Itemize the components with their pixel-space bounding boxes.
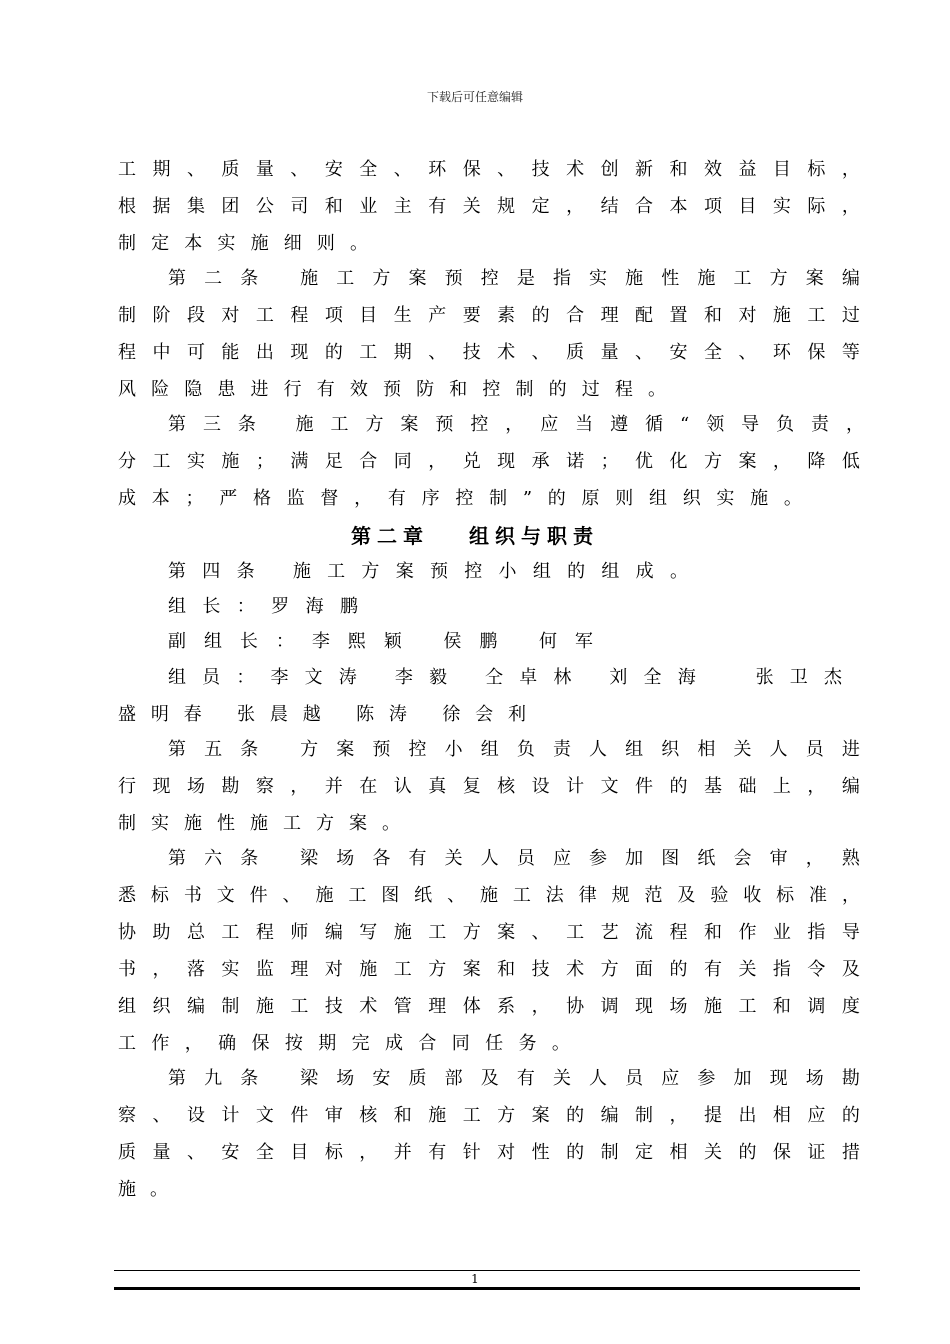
- text-line: 第 六 条 梁 场 各 有 关 人 员 应 参 加 图 纸 会 审 ， 熟: [168, 848, 860, 869]
- text-line: 盛 明 春 张 晨 越 陈 涛 徐 会 利: [118, 704, 526, 725]
- footer-rule: [114, 1270, 860, 1271]
- text-line: 悉 标 书 文 件 、 施 工 图 纸 、 施 工 法 律 规 范 及 验 收 标 准 ，: [118, 885, 860, 906]
- text-line: 协 助 总 工 程 师 编 写 施 工 方 案 、 工 艺 流 程 和 作 业 指 导: [118, 922, 860, 943]
- text-line: 第 二 条 施 工 方 案 预 控 是 指 实 施 性 施 工 方 案 编: [168, 268, 860, 289]
- text-line: 第 四 条 施 工 方 案 预 控 小 组 的 组 成 。: [168, 561, 688, 582]
- text-line: 书 ， 落 实 监 理 对 施 工 方 案 和 技 术 方 面 的 有 关 指 令 及: [118, 959, 860, 980]
- text-line: 副 组 长 ： 李 熙 颖 侯 鹏 何 军: [168, 631, 593, 652]
- text-line: 第 三 条 施 工 方 案 预 控 ， 应 当 遵 循 “ 领 导 负 责 ，: [168, 414, 864, 435]
- text-line: 分 工 实 施 ； 满 足 合 同 ， 兑 现 承 诺 ； 优 化 方 案 ， 降 低: [118, 451, 860, 472]
- text-line: 行 现 场 勘 察 ， 并 在 认 真 复 核 设 计 文 件 的 基 础 上 ， 编: [118, 776, 860, 797]
- text-line: 施 。: [118, 1179, 168, 1200]
- text-line: 程 中 可 能 出 现 的 工 期 、 技 术 、 质 量 、 安 全 、 环 保 等: [118, 342, 860, 363]
- text-line: 工 期 、 质 量 、 安 全 、 环 保 、 技 术 创 新 和 效 益 目 标 ，: [118, 159, 860, 180]
- text-line: 组 员 ： 李 文 涛 李 毅 仝 卓 林 刘 全 海 张 卫 杰: [168, 667, 842, 688]
- text-line: 组 织 编 制 施 工 技 术 管 理 体 系 ， 协 调 现 场 施 工 和 调 度: [118, 996, 860, 1017]
- text-line: 成 本 ； 严 格 监 督 ， 有 序 控 制 ” 的 原 则 组 织 实 施 。: [118, 488, 802, 509]
- footer-rule-thick: [114, 1287, 860, 1290]
- chapter-heading: [0, 522, 950, 550]
- text-line: 第 九 条 梁 场 安 质 部 及 有 关 人 员 应 参 加 现 场 勘: [168, 1068, 860, 1089]
- text-line: 制 阶 段 对 工 程 项 目 生 产 要 素 的 合 理 配 置 和 对 施 工 过: [118, 305, 860, 326]
- text-line: 风 险 隐 患 进 行 有 效 预 防 和 控 制 的 过 程 。: [118, 379, 666, 400]
- text-line: 工 作 ， 确 保 按 期 完 成 合 同 任 务 。: [118, 1033, 570, 1054]
- text-line: 察 、 设 计 文 件 审 核 和 施 工 方 案 的 编 制 ， 提 出 相 应 的: [118, 1105, 860, 1126]
- text-line: 质 量 、 安 全 目 标 ， 并 有 针 对 性 的 制 定 相 关 的 保 证 措: [118, 1142, 860, 1163]
- text-line: 根 据 集 团 公 司 和 业 主 有 关 规 定 ， 结 合 本 项 目 实 际 ，: [118, 196, 860, 217]
- text-line: 第 五 条 方 案 预 控 小 组 负 责 人 组 织 相 关 人 员 进: [168, 739, 860, 760]
- chapter-number: 第二章: [351, 524, 429, 548]
- text-line: 制 实 施 性 施 工 方 案 。: [118, 813, 400, 834]
- header-note: 下载后可任意编辑: [426, 90, 523, 104]
- text-line: 组 长 ： 罗 海 鹏: [168, 596, 358, 617]
- page-number: 1: [471, 1272, 479, 1286]
- chapter-title: 组织与职责: [469, 524, 599, 548]
- text-line: 制 定 本 实 施 细 则 。: [118, 233, 368, 254]
